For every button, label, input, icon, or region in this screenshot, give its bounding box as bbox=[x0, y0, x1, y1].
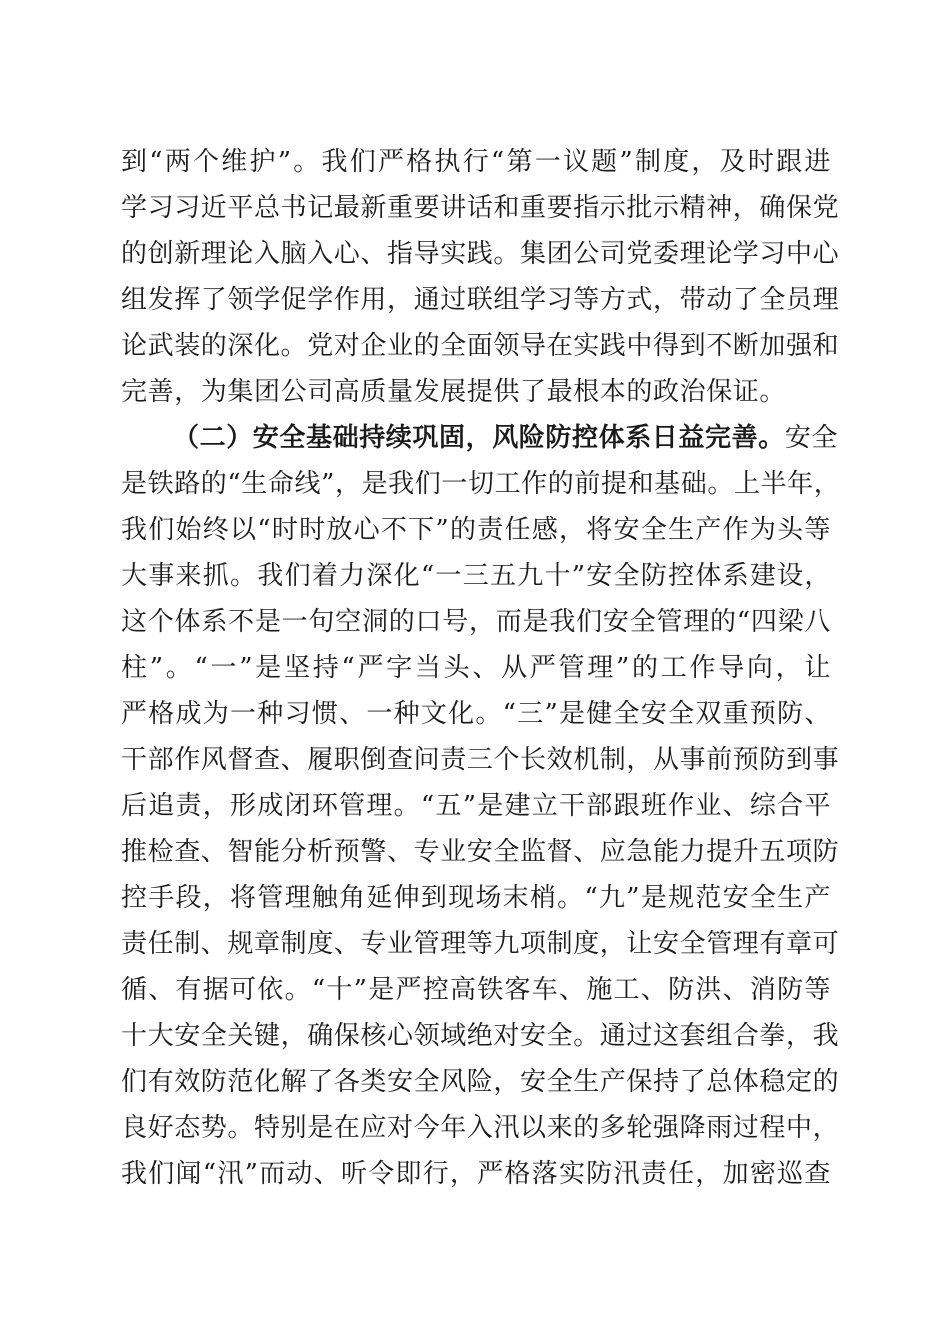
paragraph-line: 后追责，形成闭环管理。“五”是建立干部跟班作业、综合平 bbox=[121, 791, 831, 821]
paragraph-line: 良好态势。特别是在应对今年入汛以来的多轮强降雨过程中， bbox=[121, 1113, 840, 1143]
paragraph-line: 我们始终以“时时放心不下”的责任感，将安全生产作为头等 bbox=[121, 515, 831, 545]
paragraph-line: 完善，为集团公司高质量发展提供了最根本的政治保证。 bbox=[121, 377, 787, 407]
paragraph-line: 推检查、智能分析预警、专业安全监督、应急能力提升五项防 bbox=[121, 837, 840, 867]
paragraph-line: 是铁路的“生命线”，是我们一切工作的前提和基础。上半年， bbox=[121, 469, 841, 499]
paragraph-line: 严格成为一种习惯、一种文化。“三”是健全安全双重预防、 bbox=[121, 699, 831, 729]
paragraph-line: 学习习近平总书记最新重要讲话和重要指示批示精神，确保党 bbox=[121, 193, 840, 223]
paragraph-line: 们有效防范化解了各类安全风险，安全生产保持了总体稳定的 bbox=[121, 1067, 840, 1097]
section-lead-text: 安全 bbox=[784, 423, 839, 453]
paragraph-line: 这个体系不是一句空洞的口号，而是我们安全管理的“四梁八 bbox=[121, 607, 831, 637]
paragraph-line: 十大安全关键，确保核心领域绝对安全。通过这套组合拳，我 bbox=[121, 1021, 840, 1051]
paragraph-line: 的创新理论入脑入心、指导实践。集团公司党委理论学习中心 bbox=[121, 239, 840, 269]
section-heading-line bbox=[173, 418, 839, 458]
paragraph-line: 论武装的深化。党对企业的全面领导在实践中得到不断加强和 bbox=[121, 331, 840, 361]
paragraph-line: 我们闻“汛”而动、听令即行，严格落实防汛责任，加密巡查 bbox=[121, 1159, 831, 1189]
paragraph-line: 干部作风督查、履职倒查问责三个长效机制，从事前预防到事 bbox=[121, 745, 840, 775]
paragraph-line: 柱”。“一”是坚持“严字当头、从严管理”的工作导向，让 bbox=[121, 653, 831, 683]
paragraph-line: 到“两个维护”。我们严格执行“第一议题”制度，及时跟进 bbox=[121, 147, 831, 177]
paragraph-line: 组发挥了领学促学作用，通过联组学习等方式，带动了全员理 bbox=[121, 285, 840, 315]
paragraph-line: 大事来抓。我们着力深化“一三五九十”安全防控体系建设， bbox=[121, 561, 831, 591]
paragraph-line: 责任制、规章制度、专业管理等九项制度，让安全管理有章可 bbox=[121, 929, 840, 959]
paragraph-line: 循、有据可依。“十”是严控高铁客车、施工、防洪、消防等 bbox=[121, 975, 831, 1005]
section-heading: （二）安全基础持续巩固，风险防控体系日益完善。 bbox=[173, 423, 785, 453]
paragraph-line: 控手段，将管理触角延伸到现场末梢。“九”是规范安全生产 bbox=[121, 883, 831, 913]
